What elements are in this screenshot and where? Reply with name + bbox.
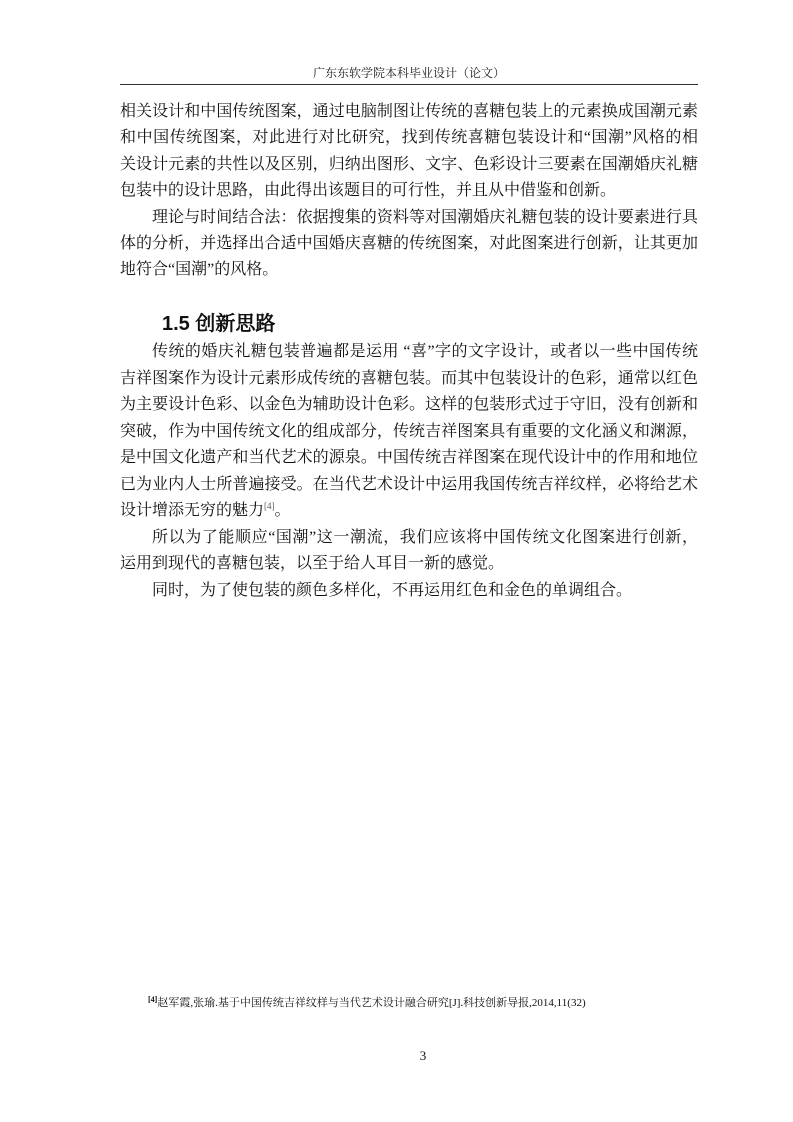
text-line-content: 设计增添无穷的魅力	[120, 502, 265, 519]
text-line-tail: 。	[274, 502, 291, 519]
text-line: 突破，作为中国传统文化的组成部分，传统吉祥图案具有重要的文化涵义和渊源，	[120, 422, 698, 440]
paragraph-guochao-innovation	[120, 525, 698, 578]
text-line: 传统的婚庆礼糖包装普遍都是运用 “喜”字的文字设计，或者以一些中国传统	[152, 343, 698, 360]
text-line: 和中国传统图案，对此进行对比研究，找到传统喜糖包装设计和“国潮”风格的相	[120, 129, 698, 147]
paragraph-continuation	[120, 99, 698, 205]
text-line: 运用到现代的喜糖包装，以至于给人耳目一新的感觉。	[120, 555, 505, 572]
text-line: 同时，为了使包装的颜色多样化，不再运用红色和金色的单调组合。	[152, 581, 633, 599]
text-line: 体的分析，并选择出合适中国婚庆喜糖的传统图案，对此图案进行创新，让其更加	[120, 234, 698, 252]
paragraph-color-variety	[120, 578, 698, 605]
text-line: 是中国文化遗产和当代艺术的源泉。中国传统吉祥图案在现代设计中的作用和地位	[120, 449, 698, 466]
body-text-block-section	[120, 339, 698, 604]
text-line	[120, 498, 698, 525]
header-divider	[120, 84, 698, 85]
paragraph-method	[120, 205, 698, 284]
footnote-marker: [4]	[148, 995, 158, 1004]
section-heading: 1.5 创新思路	[162, 313, 276, 335]
page-number: 3	[419, 1048, 427, 1063]
text-line: 吉祥图案作为设计元素形成传统的喜糖包装。而其中包装设计的色彩，通常以红色	[120, 369, 698, 387]
paragraph-traditional-packaging	[120, 339, 698, 525]
page-header-title: 广东东软学院本科毕业设计（论文）	[312, 66, 505, 80]
text-line: 关设计元素的共性以及区别，归纳出图形、文字、色彩设计三要素在国潮婚庆礼糖	[120, 155, 698, 173]
text-line: 已为业内人士所普遍接受。在当代艺术设计中运用我国传统吉祥纹样，必将给艺术	[120, 475, 698, 493]
footnote-text: 赵军霞,张瑜.基于中国传统吉祥纹样与当代艺术设计融合研究[J].科技创新导报,2014,11(32)	[157, 997, 586, 1009]
citation-marker[interactable]: [4]	[264, 501, 275, 511]
text-line: 所以为了能顺应“国潮”这一潮流，我们应该将中国传统文化图案进行创新，	[152, 528, 698, 546]
text-line: 地符合“国潮”的风格。	[120, 261, 279, 279]
text-line: 包装中的设计思路，由此得出该题目的可行性，并且从中借鉴和创新。	[120, 182, 617, 200]
text-line: 为主要设计色彩、以金色为辅助设计色彩。这样的包装形式过于守旧，没有创新和	[120, 396, 698, 413]
text-line: 相关设计和中国传统图案，通过电脑制图让传统的喜糖包装上的元素换成国潮元素	[120, 103, 698, 120]
footnote	[148, 994, 688, 1012]
body-text-block-top	[120, 99, 698, 284]
text-line: 理论与时间结合法：依据搜集的资料等对国潮婚庆礼糖包装的设计要素进行具	[152, 208, 698, 226]
